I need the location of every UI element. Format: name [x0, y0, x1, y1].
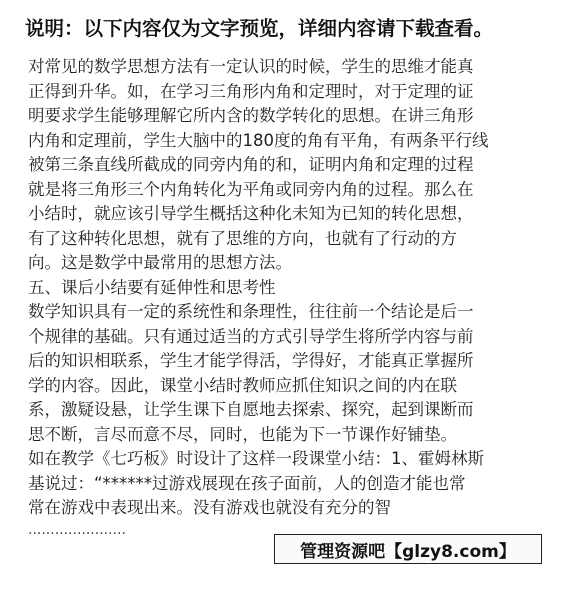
body-line: 系，激疑设悬，让学生课下自愿地去探索、探究，起到课断而	[28, 400, 474, 419]
body-line: 基说过：“******过游戏展现在孩子面前，人的创造才能也常	[28, 473, 466, 493]
preview-notice: 说明：以下内容仅为文字预览，详细内容请下载查看。	[25, 17, 494, 40]
body-line: 数学知识具有一定的系统性和条理性，往往前一个结论是后一	[28, 302, 474, 321]
section-heading: 五、课后小结要有延伸性和思考性	[28, 277, 276, 297]
body-line: 思不断，言尽而意不尽，同时，也能为下一节课作好铺垫。	[28, 424, 457, 444]
body-line: 明要求学生能够理解它所内含的数学转化的思想。在讲三角形	[28, 106, 474, 125]
body-line: 被第三条直线所截成的同旁内角的和，证明内角和定理的过程	[28, 155, 474, 174]
body-line: 有了这种转化思想，就有了思维的方向，也就有了行动的方	[28, 228, 457, 248]
body-line: 对常见的数学思想方法有一定认识的时候，学生的思维才能真	[28, 57, 474, 76]
body-line: 常在游戏中表现出来。没有游戏也就没有充分的智	[28, 498, 391, 517]
truncation-ellipsis: ······················	[28, 528, 126, 540]
body-line: 学的内容。因此，课堂小结时教师应抓住知识之间的内在联	[28, 375, 457, 395]
body-line: 就是将三角形三个内角转化为平角或同旁内角的过程。那么在	[28, 179, 474, 199]
document-body	[28, 55, 558, 521]
body-line: 个规律的基础。只有通过适当的方式引导学生将所学内容与前	[28, 326, 474, 346]
body-line: 正得到升华。如，在学习三角形内角和定理时，对于定理的证	[28, 81, 474, 101]
body-line: 向。这是数学中最常用的思想方法。	[28, 253, 292, 272]
body-line: 如在教学《七巧板》时设计了这样一段课堂小结：1、霍姆林斯	[28, 449, 484, 468]
body-line: 后的知识相联系，学生才能学得活，学得好，才能真正掌握所	[28, 351, 474, 370]
body-line: 内角和定理前，学生大脑中的180度的角有平角，有两条平行线	[28, 130, 489, 150]
body-line: 小结时，就应该引导学生概括这种化未知为已知的转化思想，	[28, 204, 474, 223]
source-badge: 管理资源吧【glzy8.com】	[274, 534, 542, 564]
